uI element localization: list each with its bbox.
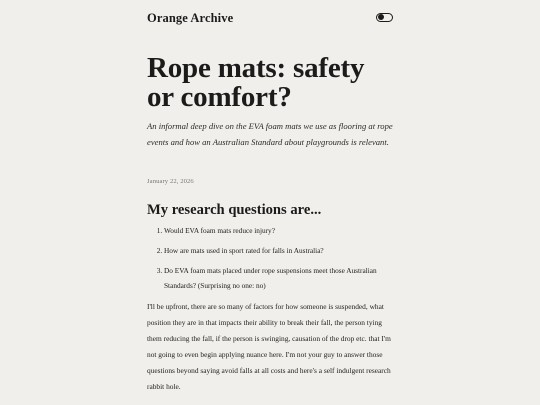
section-heading: My research questions are... xyxy=(147,202,322,218)
article-date: January 22, 2026 xyxy=(147,178,194,185)
site-header xyxy=(147,9,393,29)
theme-toggle-icon[interactable] xyxy=(376,13,393,22)
list-item: 3. Do EVA foam mats placed under rope suspensions meet those Australian Standards? (Surprising no one: no) xyxy=(164,263,393,293)
list-item: 2. How are mats used in sport rated for falls in Australia? xyxy=(164,243,393,258)
article-subtitle: An informal deep dive on the EVA foam mats we use as flooring at rope events and how an Australian Standard about playgrounds is relevant. xyxy=(147,121,393,147)
toggle-knob xyxy=(378,14,384,20)
research-questions-list xyxy=(147,223,393,298)
list-item: 1. Would EVA foam mats reduce injury? xyxy=(164,223,393,238)
article-title: Rope mats: safety or comfort? xyxy=(147,52,365,113)
body-paragraph: I'll be upfront, there are so many of factors for how someone is suspended, what position they are in that impacts their ability to break their fall, the person tying them reducing the fall, if the person is swinging, causation of the drop etc. that I'm not going to even begin applying nuance here. I'm not your guy to answer those questions beyond saying avoid falls at all costs and here's a self indulgent research rabbit hole. xyxy=(147,302,391,391)
site-title-link[interactable]: Orange Archive xyxy=(147,11,234,25)
